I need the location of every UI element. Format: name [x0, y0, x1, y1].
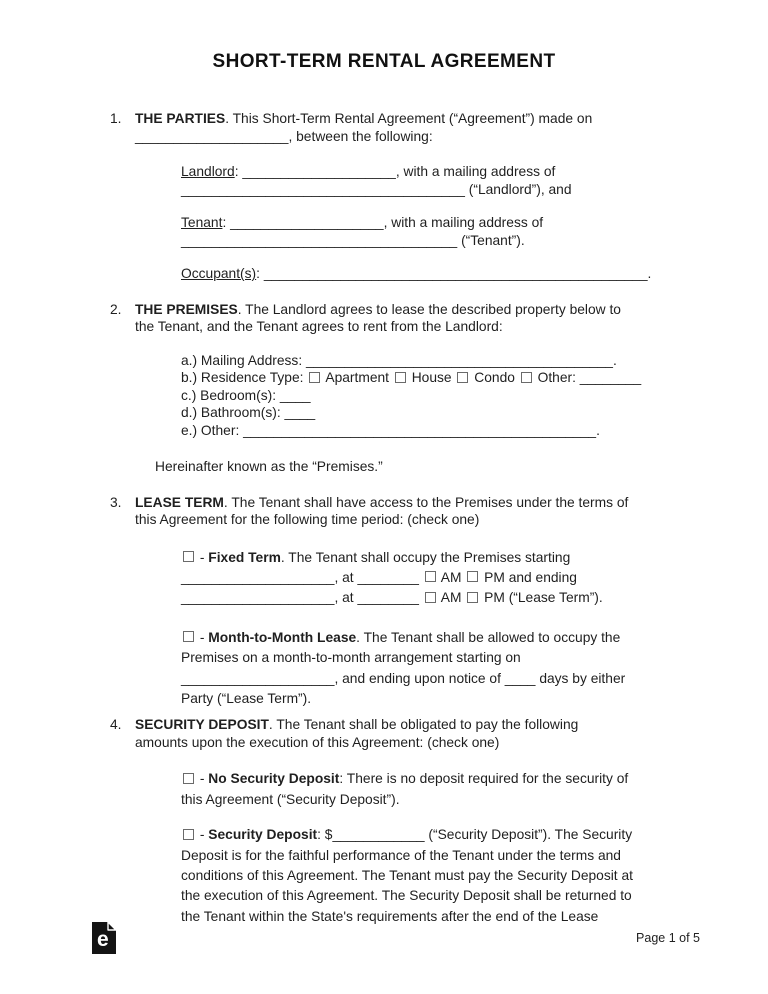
text-run: AM [437, 590, 466, 606]
text-run: d.) Bathroom(s): [181, 405, 285, 420]
checkbox-icon[interactable] [467, 571, 478, 582]
text-line [181, 648, 718, 668]
text-run: Occupant(s) [181, 266, 257, 281]
text-run: , with a mailing address of [383, 215, 544, 230]
blank-field[interactable]: ____________________ [181, 590, 335, 606]
text-run: . The Tenant shall have access to the Premises under the terms of [223, 494, 629, 510]
text-run: amounts upon the execution of this Agreement: (check one) [135, 734, 500, 750]
text-run: AM [437, 569, 466, 585]
blank-field[interactable]: ________ [357, 569, 419, 585]
text-line [181, 669, 718, 689]
text-line [181, 907, 718, 927]
blank-field[interactable]: ________________________________________ [306, 352, 613, 368]
section-number: 3. [110, 494, 122, 510]
text-run: e.) Other: [181, 422, 244, 438]
text-run: , at [334, 590, 358, 606]
section-text [135, 716, 718, 751]
blank-field[interactable]: __________________________________________________ [263, 266, 648, 281]
text-run: PM and ending [480, 569, 577, 585]
text-line [135, 494, 718, 512]
text-run: SECURITY DEPOSIT [135, 717, 269, 733]
text-run: . [647, 266, 652, 281]
blank-field[interactable]: ________ [579, 370, 642, 385]
text-run: : [234, 164, 243, 179]
section-the-premises [110, 301, 718, 336]
section-number: 2. [110, 301, 122, 317]
blank-field[interactable]: ____________ [332, 827, 425, 843]
text-run: Hereinafter known as the “Premises.” [155, 459, 383, 474]
text-run: - [196, 827, 209, 843]
text-line [181, 548, 718, 568]
text-run: , between the following: [288, 128, 433, 144]
text-run: No Security Deposit [208, 771, 340, 787]
blank-field[interactable]: ________ [357, 590, 419, 606]
text-run: , at [334, 569, 358, 585]
text-line [181, 886, 718, 906]
text-run: (“Landlord”), and [464, 181, 572, 197]
section-text [135, 301, 718, 336]
text-run: this Agreement for the following time period: (check one) [135, 512, 480, 527]
section-security-deposit [110, 716, 718, 751]
text-line [181, 422, 718, 440]
text-line [135, 301, 718, 319]
checkbox-icon[interactable] [467, 592, 478, 603]
checkbox-icon[interactable] [309, 372, 320, 383]
text-line [181, 163, 718, 181]
text-line [181, 265, 718, 283]
text-run: . The Tenant shall be obligated to pay the following [268, 717, 579, 733]
text-line [181, 387, 718, 405]
blank-field[interactable]: ____________________ [230, 215, 384, 230]
text-run: . [596, 422, 600, 438]
text-run: Apartment [322, 370, 393, 385]
text-run: : [256, 266, 264, 281]
text-run: , with a mailing address of [395, 164, 556, 179]
text-line [181, 769, 718, 789]
text-run: Condo [470, 370, 519, 385]
text-run: - [196, 629, 209, 645]
section-lease-term [110, 494, 718, 529]
text-line [135, 318, 718, 336]
text-run: this Agreement (“Security Deposit”). [181, 791, 400, 807]
text-run: the execution of this Agreement. The Security Deposit shall be returned to [181, 888, 632, 904]
text-run: a.) Mailing Address: [181, 352, 306, 368]
text-line [181, 628, 718, 648]
text-run: . The Tenant shall be allowed to occupy the [356, 629, 621, 645]
text-run: (“Security Deposit”). The Security [424, 827, 633, 843]
section-number: 4. [110, 717, 122, 733]
text-run: days by either [535, 670, 626, 686]
blank-field[interactable]: ____ [284, 405, 316, 420]
text-run: Party (“Lease Term”). [181, 690, 312, 706]
text-run: Other: [533, 370, 580, 385]
text-run: THE PREMISES [135, 301, 238, 317]
blank-field[interactable]: ______________________________________________ [243, 422, 597, 438]
checkbox-icon[interactable] [183, 551, 194, 562]
security-deposit-option [181, 825, 718, 927]
text-line [181, 866, 718, 886]
text-run: LEASE TERM [135, 494, 224, 510]
text-line [135, 110, 718, 128]
text-run: Fixed Term [208, 549, 281, 565]
blank-field[interactable]: ____________________ [242, 164, 396, 179]
text-line [181, 825, 718, 845]
text-line [181, 352, 718, 370]
text-line [135, 128, 718, 146]
blank-field[interactable]: ____________________ [181, 670, 335, 686]
page-number-label: Page 1 of 5 [636, 931, 700, 945]
blank-field[interactable]: ____ [504, 670, 536, 686]
tenant-paragraph [181, 214, 718, 249]
checkbox-icon[interactable] [183, 631, 194, 642]
text-line [181, 790, 718, 810]
text-run: conditions of this Agreement. The Tenant must pay the Security Deposit at [181, 867, 633, 883]
text-line [181, 369, 718, 387]
checkbox-icon[interactable] [521, 372, 532, 383]
section-text [135, 110, 718, 145]
text-run: - [196, 549, 209, 565]
no-security-deposit-option [181, 769, 718, 810]
text-run: Premises on a month-to-month arrangement starting on [181, 650, 521, 666]
text-run: THE PARTIES [135, 111, 226, 126]
text-run: : $ [317, 827, 333, 843]
section-the-parties [110, 110, 718, 145]
hereinafter-note [155, 458, 718, 476]
blank-field[interactable]: ____________________________________ [181, 232, 458, 248]
text-line [135, 511, 718, 529]
text-run: b.) Residence Type: [181, 370, 308, 385]
text-run: . This Short-Term Rental Agreement (“Agreement”) made on [225, 111, 593, 126]
text-run: : [222, 215, 231, 230]
text-line [155, 458, 718, 476]
text-run [419, 570, 423, 585]
text-run: Month-to-Month Lease [208, 629, 357, 645]
checkbox-icon[interactable] [183, 829, 194, 840]
text-run: the Tenant within the State's requirements after the end of the Lease [181, 908, 599, 924]
text-run: PM (“Lease Term”). [480, 590, 603, 606]
month-to-month-option [181, 628, 718, 710]
text-run: - [196, 771, 209, 787]
checkbox-icon[interactable] [395, 372, 406, 383]
checkbox-icon[interactable] [183, 773, 194, 784]
fixed-term-option [181, 548, 718, 609]
text-run [419, 590, 423, 605]
text-run: (“Tenant”). [457, 232, 525, 248]
text-line [181, 568, 718, 588]
text-run: Deposit is for the faithful performance of the Tenant under the terms and [181, 847, 621, 863]
blank-field[interactable]: ____ [279, 387, 311, 403]
occupants-paragraph [181, 265, 718, 283]
text-run: Security Deposit [208, 827, 318, 843]
text-line [181, 588, 718, 608]
text-line [181, 846, 718, 866]
document-title: SHORT-TERM RENTAL AGREEMENT [212, 51, 556, 72]
text-line [181, 181, 718, 199]
section-text [135, 494, 718, 529]
document-body [0, 74, 768, 927]
text-line [181, 689, 718, 709]
text-run: the Tenant, and the Tenant agrees to rent from the Landlord: [135, 319, 503, 334]
text-run: . [612, 352, 617, 368]
text-run: House [407, 370, 456, 385]
checkbox-icon[interactable] [457, 372, 468, 383]
text-line [181, 404, 718, 422]
blank-field[interactable]: ____________________ [135, 128, 289, 144]
section-number: 1. [110, 111, 122, 126]
text-run: . The Landlord agrees to lease the described property below to [237, 301, 621, 317]
checkbox-icon[interactable] [425, 571, 436, 582]
text-run: . The Tenant shall occupy the Premises starting [280, 549, 571, 565]
text-line [135, 734, 718, 752]
text-line [181, 232, 718, 250]
blank-field[interactable]: _____________________________________ [181, 181, 465, 197]
landlord-paragraph [181, 163, 718, 198]
logo-letter: e [97, 928, 109, 951]
text-run: c.) Bedroom(s): [181, 387, 280, 403]
eforms-logo-icon [92, 922, 116, 954]
text-line [135, 716, 718, 734]
text-run: : There is no deposit required for the security of [339, 771, 629, 787]
text-run: , and ending upon notice of [334, 670, 505, 686]
blank-field[interactable]: ____________________ [181, 569, 335, 585]
text-run: Tenant [181, 215, 223, 230]
text-run: Landlord [181, 164, 235, 179]
text-line [181, 214, 718, 232]
checkbox-icon[interactable] [425, 592, 436, 603]
premises-details-list [181, 352, 718, 440]
